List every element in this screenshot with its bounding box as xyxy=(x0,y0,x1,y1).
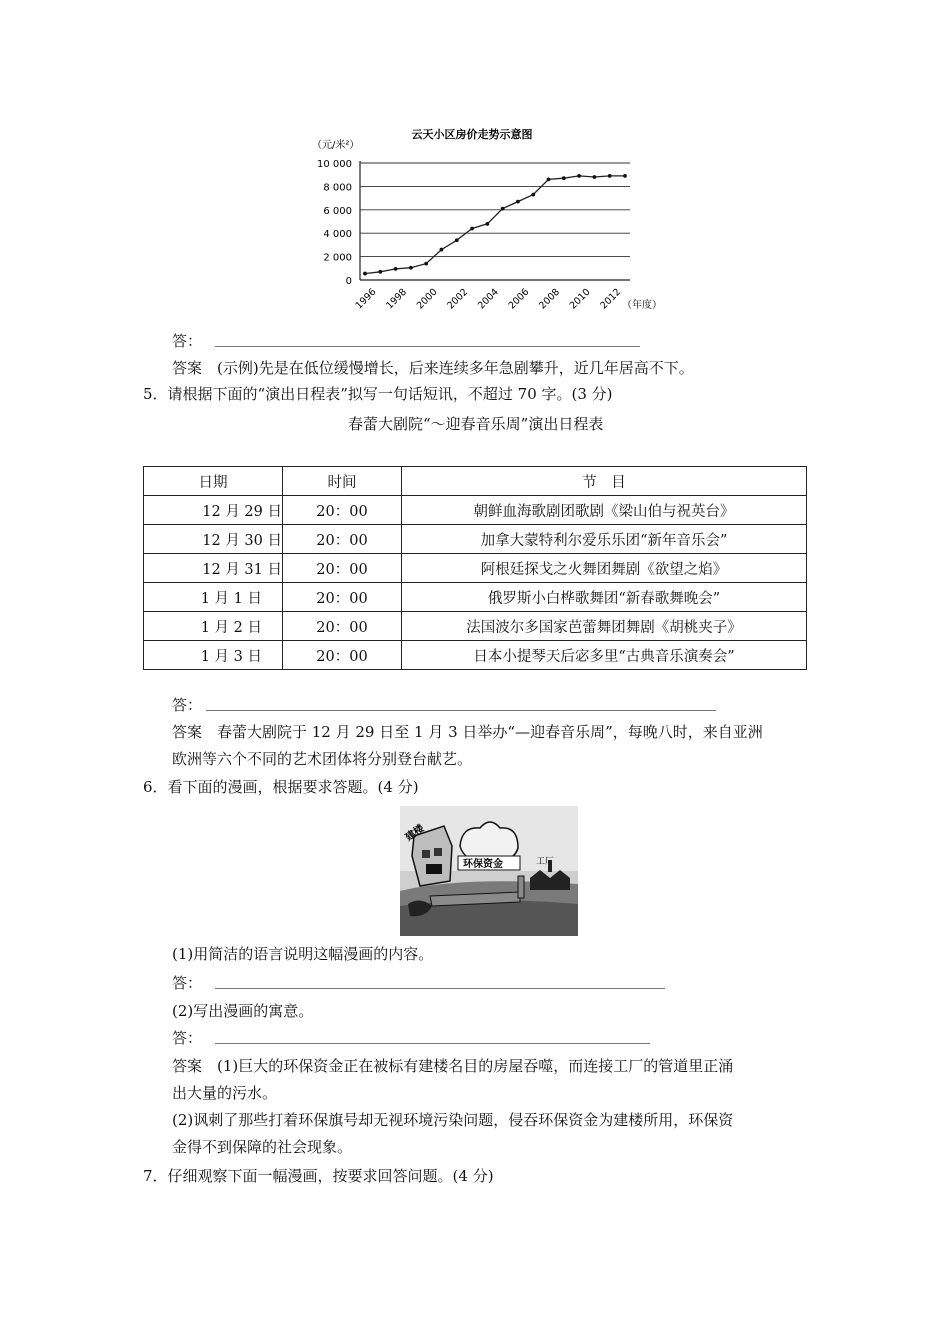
cell-time: 20：00 xyxy=(283,583,402,612)
environment-fund-cartoon xyxy=(400,806,578,936)
cell-program: 日本小提琴天后宓多里“古典音乐演奏会” xyxy=(402,641,807,670)
data-point xyxy=(440,248,444,252)
chart-grid xyxy=(360,161,630,280)
cell-date: 1 月 1 日 xyxy=(144,583,283,612)
x-tick-label: 2000 xyxy=(414,286,440,312)
data-point xyxy=(485,222,489,226)
schedule-table xyxy=(143,466,807,670)
x-tick-label: 2004 xyxy=(475,286,501,312)
q6-sub2-prompt: 答： xyxy=(172,1029,203,1047)
price-series-points xyxy=(363,174,627,275)
y-tick-label: 0 xyxy=(345,276,352,287)
data-point xyxy=(608,174,612,178)
cartoon-label-fund: 环保资金 xyxy=(463,859,503,870)
y-tick-label: 8 000 xyxy=(323,182,352,194)
q6-answer1-line1: 答案 (1)巨大的环保资金正在被标有建楼名目的房屋吞噬，而连接工厂的管道里正涌 xyxy=(172,1057,734,1075)
y-tick-label: 2 000 xyxy=(323,252,352,264)
q5-answer-prompt: 答： xyxy=(172,696,203,714)
data-point xyxy=(470,227,474,231)
cell-date: 1 月 2 日 xyxy=(144,612,283,641)
y-axis-unit: （元/米²） xyxy=(312,140,360,151)
chart-title: 云天小区房价走势示意图 xyxy=(411,128,533,141)
cell-date: 12 月 29 日 xyxy=(144,496,283,525)
y-tick-labels xyxy=(317,159,352,287)
x-tick-label: 2006 xyxy=(506,286,532,312)
q4-answer-line[interactable] xyxy=(215,346,640,347)
q5-question: 5．请根据下面的“演出日程表”拟写一句话短讯，不超过 70 字。(3 分) xyxy=(143,385,613,403)
cell-time: 20：00 xyxy=(283,641,402,670)
cell-program: 朝鲜血海歌剧团歌剧《梁山伯与祝英台》 xyxy=(402,496,807,525)
x-tick-label: 2012 xyxy=(598,286,624,312)
q5-answer-line1: 答案 春蕾大剧院于 12 月 29 日至 1 月 3 日举办“—迎春音乐周”，每晚八时，来自亚洲 xyxy=(172,723,763,741)
table-row xyxy=(144,641,807,670)
cell-program: 俄罗斯小白桦歌舞团“新春歌舞晚会” xyxy=(402,583,807,612)
x-axis-unit: （年度） xyxy=(622,300,662,311)
data-point xyxy=(547,177,551,181)
q5-table-title: 春蕾大剧院“～迎春音乐周”演出日程表 xyxy=(348,415,604,433)
data-point xyxy=(424,262,428,266)
table-row xyxy=(144,525,807,554)
cell-time: 20：00 xyxy=(283,612,402,641)
house-price-chart xyxy=(300,118,680,323)
table-row xyxy=(144,496,807,525)
cartoon-label-building: 建楼 xyxy=(403,823,427,844)
data-point xyxy=(409,266,413,270)
q5-answer-line[interactable] xyxy=(206,710,716,711)
data-point xyxy=(562,176,566,180)
table-row xyxy=(144,612,807,641)
cell-time: 20：00 xyxy=(283,554,402,583)
q6-sub2-answer-line[interactable] xyxy=(215,1043,650,1044)
q6-sub2: (2)写出漫画的寓意。 xyxy=(172,1002,314,1020)
data-point xyxy=(516,200,520,204)
data-point xyxy=(593,175,597,179)
q4-answer-prompt: 答： xyxy=(172,332,203,350)
q6-sub1-prompt: 答： xyxy=(172,974,203,992)
table-header-row xyxy=(144,467,807,496)
x-tick-label: 2010 xyxy=(567,286,593,312)
q5-answer-line2: 欧洲等六个不同的艺术团体将分别登台献艺。 xyxy=(172,750,473,768)
table-row xyxy=(144,554,807,583)
q6-question: 6．看下面的漫画，根据要求答题。(4 分) xyxy=(143,778,419,796)
header-time: 时间 xyxy=(283,467,402,496)
header-program: 节 目 xyxy=(402,467,807,496)
data-point xyxy=(577,174,581,178)
cell-time: 20：00 xyxy=(283,496,402,525)
q6-sub1: (1)用简洁的语言说明这幅漫画的内容。 xyxy=(172,945,434,963)
y-tick-label: 10 000 xyxy=(317,159,352,170)
data-point xyxy=(531,193,535,197)
table-row xyxy=(144,583,807,612)
cell-program: 加拿大蒙特利尔爱乐乐团“新年音乐会” xyxy=(402,525,807,554)
cell-date: 12 月 30 日 xyxy=(144,525,283,554)
x-tick-label: 1996 xyxy=(353,286,379,312)
data-point xyxy=(378,270,382,274)
x-tick-label: 2002 xyxy=(445,286,471,312)
data-point xyxy=(501,207,505,211)
cell-program: 法国波尔多国家芭蕾舞团舞剧《胡桃夹子》 xyxy=(402,612,807,641)
x-tick-labels xyxy=(354,287,624,312)
y-tick-label: 4 000 xyxy=(323,229,352,241)
cartoon-label-factory: 工厂 xyxy=(536,857,555,867)
data-point xyxy=(623,174,627,178)
y-tick-label: 6 000 xyxy=(323,205,352,217)
price-series-line xyxy=(365,176,625,274)
q4-answer-text: 答案 (示例)先是在低位缓慢增长，后来连续多年急剧攀升，近几年居高不下。 xyxy=(172,359,694,377)
cell-program: 阿根廷探戈之火舞团舞剧《欲望之焰》 xyxy=(402,554,807,583)
x-tick-label: 2008 xyxy=(537,286,563,312)
cell-date: 12 月 31 日 xyxy=(144,554,283,583)
header-date: 日期 xyxy=(144,467,283,496)
q6-answer1-line2: 出大量的污水。 xyxy=(172,1084,278,1102)
cell-time: 20：00 xyxy=(283,525,402,554)
q6-answer2-line2: 金得不到保障的社会现象。 xyxy=(172,1138,353,1156)
data-point xyxy=(394,267,398,271)
q7-question: 7．仔细观察下面一幅漫画，按要求回答问题。(4 分) xyxy=(143,1167,494,1185)
x-tick-label: 1998 xyxy=(384,286,410,312)
cell-date: 1 月 3 日 xyxy=(144,641,283,670)
q6-answer2-line1: (2)讽刺了那些打着环保旗号却无视环境污染问题，侵吞环保资金为建楼所用，环保资 xyxy=(172,1111,734,1129)
q6-sub1-answer-line[interactable] xyxy=(215,988,665,989)
data-point xyxy=(363,272,367,276)
data-point xyxy=(455,238,459,242)
